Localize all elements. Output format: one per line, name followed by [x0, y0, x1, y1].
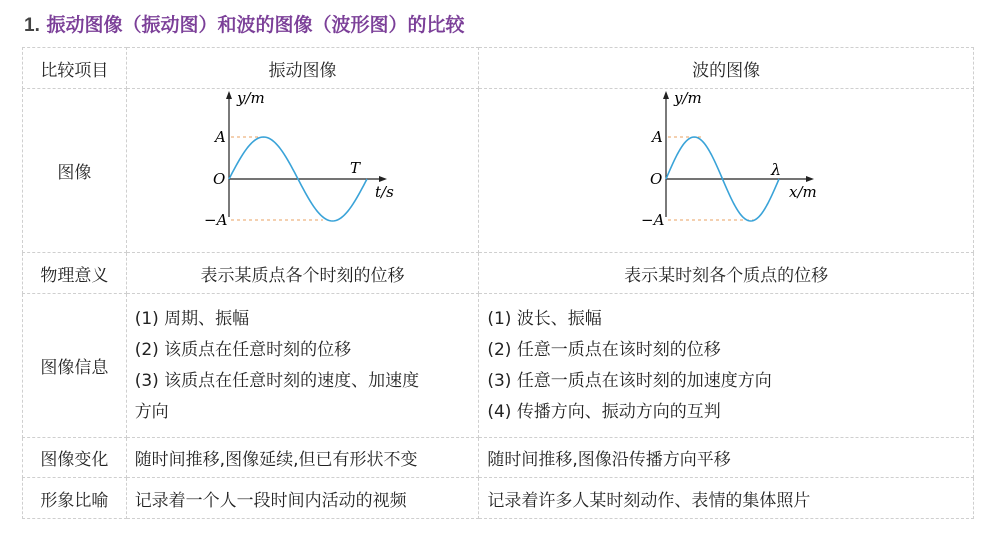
info-wave-line: (4) 传播方向、振动方向的互判 — [487, 401, 721, 422]
wave-graph-cell — [479, 89, 974, 253]
row-label-info: 图像信息 — [23, 294, 127, 438]
row-label-change: 图像变化 — [23, 438, 127, 478]
x-axis-arrow — [806, 176, 814, 182]
metaphor-vibration: 记录着一个人一段时间内活动的视频 — [126, 478, 479, 519]
amplitude-label-bottom: −A — [203, 211, 228, 229]
vibration-graph — [127, 89, 472, 247]
comparison-table — [22, 47, 974, 519]
change-vibration: 随时间推移,图像延续,但已有形状不变 — [126, 438, 479, 478]
x-axis-arrow — [379, 176, 387, 182]
vibration-graph-cell — [126, 89, 479, 253]
section-title — [24, 10, 465, 37]
table-row-meaning — [23, 253, 974, 294]
info-wave-line: (3) 任意一质点在该时刻的加速度方向 — [487, 370, 772, 391]
metaphor-wave: 记录着许多人某时刻动作、表情的集体照片 — [479, 478, 974, 519]
meaning-wave: 表示某时刻各个质点的位移 — [479, 253, 974, 294]
row-label-metaphor: 形象比喻 — [23, 478, 127, 519]
y-axis-label: y/m — [236, 89, 265, 107]
info-wave — [479, 294, 974, 438]
row-label-meaning: 物理意义 — [23, 253, 127, 294]
header-vibration: 振动图像 — [126, 48, 479, 89]
header-wave: 波的图像 — [479, 48, 974, 89]
wavelength-label: λ — [771, 160, 782, 179]
table-row-info — [23, 294, 974, 438]
amplitude-label-bottom: −A — [641, 211, 665, 229]
info-vibration-line: 方向 — [134, 401, 169, 422]
info-wave-line: (1) 波长、振幅 — [487, 308, 602, 329]
meaning-vibration: 表示某质点各个时刻的位移 — [126, 253, 479, 294]
period-label: T — [349, 159, 360, 177]
y-axis-arrow — [226, 91, 232, 99]
origin-label: O — [650, 170, 663, 188]
x-axis-label: x/m — [789, 183, 818, 201]
table-row-graph — [23, 89, 974, 253]
info-vibration-line: (1) 周期、振幅 — [134, 308, 250, 329]
header-row — [23, 48, 974, 89]
info-vibration — [126, 294, 479, 438]
amplitude-label-top: A — [214, 128, 226, 146]
section-number: 1. — [24, 15, 40, 36]
y-axis-arrow — [663, 91, 669, 99]
info-vibration-line: (3) 该质点在任意时刻的速度、加速度 — [134, 370, 420, 391]
section-title-text: 振动图像（振动图）和波的图像（波形图）的比较 — [46, 14, 465, 36]
info-wave-line: (2) 任意一质点在该时刻的位移 — [487, 339, 721, 360]
table-row-change — [23, 438, 974, 478]
y-axis-label: y/m — [674, 89, 703, 107]
header-item: 比较项目 — [23, 48, 127, 89]
row-label-graph: 图像 — [23, 89, 127, 253]
origin-label: O — [212, 170, 225, 188]
amplitude-label-top: A — [652, 128, 664, 146]
info-vibration-line: (2) 该质点在任意时刻的位移 — [134, 339, 352, 360]
wave-graph — [479, 89, 966, 247]
change-wave: 随时间推移,图像沿传播方向平移 — [479, 438, 974, 478]
x-axis-label: t/s — [374, 183, 394, 201]
table-row-metaphor — [23, 478, 974, 519]
